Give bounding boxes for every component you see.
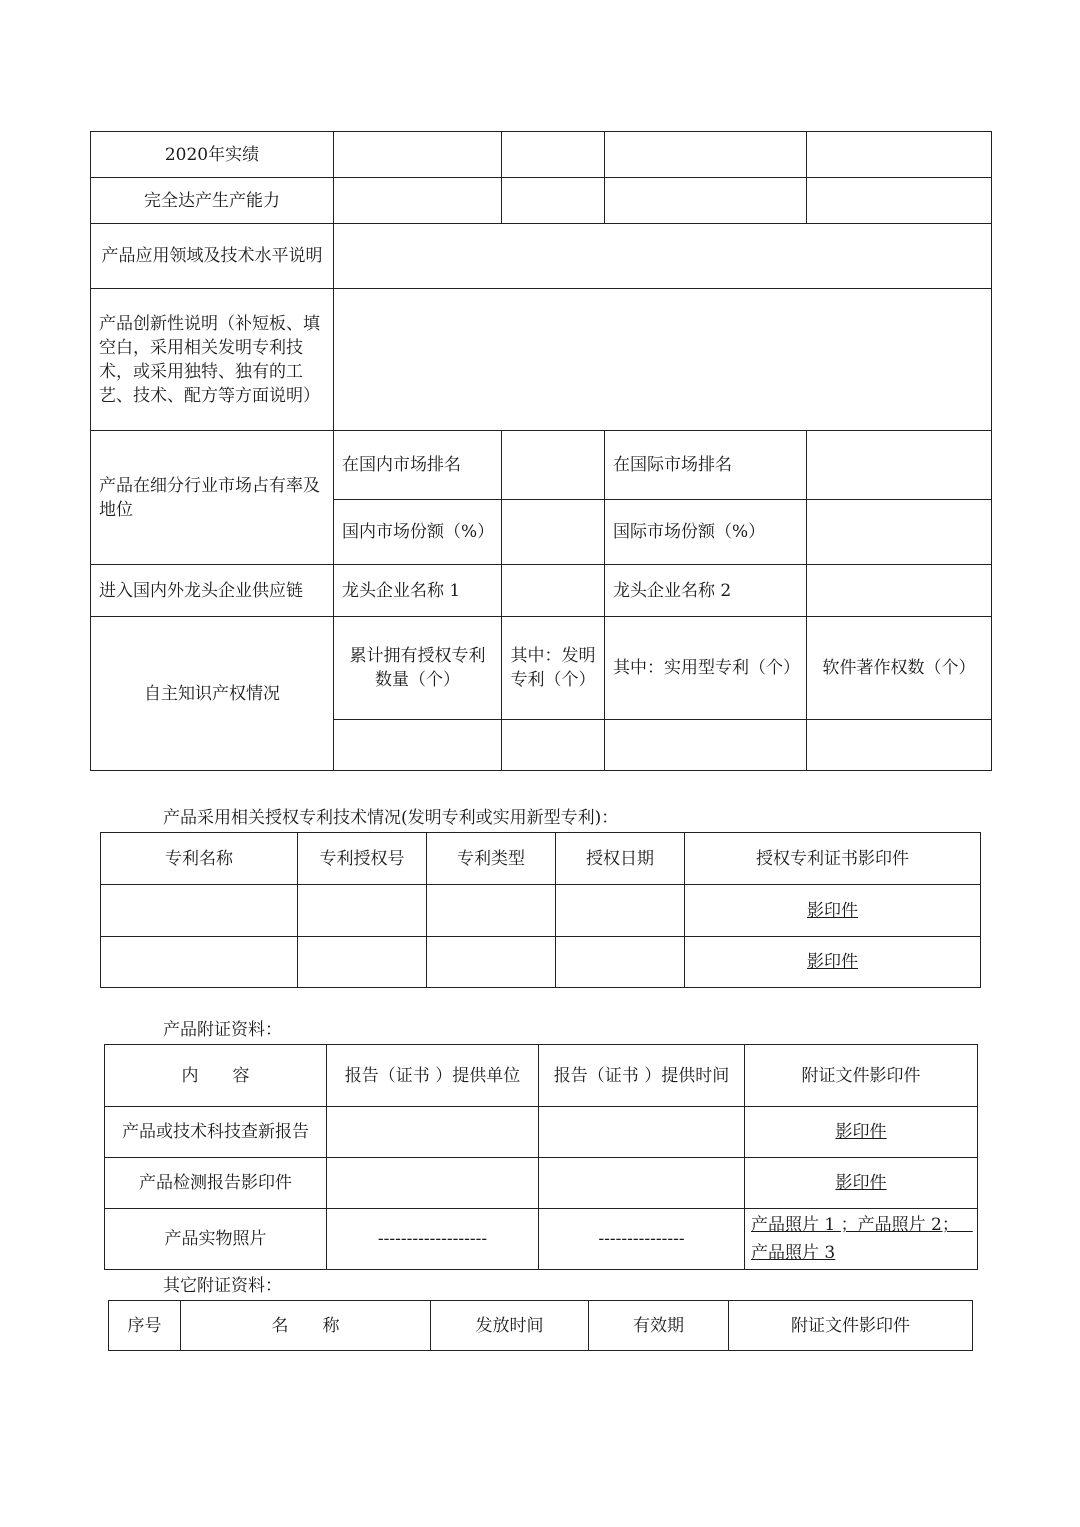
cell[interactable] [334, 178, 502, 224]
product-info-table [90, 131, 992, 771]
attach-row-time: --------------- [539, 1209, 745, 1270]
ip-invention-label: 其中：发明专利（个） [502, 617, 605, 720]
leader1-label: 龙头企业名称 1 [334, 565, 502, 617]
cell[interactable] [605, 178, 807, 224]
row-2020-label: 2020年实绩 [91, 132, 334, 178]
patent-header-name: 专利名称 [101, 833, 298, 885]
ip-invention-value[interactable] [502, 720, 605, 771]
ip-software-value[interactable] [807, 720, 992, 771]
domestic-rank-label: 在国内市场排名 [334, 431, 502, 500]
patent-header-number: 专利授权号 [298, 833, 427, 885]
cell[interactable] [807, 132, 992, 178]
attachments-caption: 产品附证资料： [163, 1020, 282, 1040]
other-header-file: 附证文件影印件 [729, 1301, 973, 1351]
other-header-name: 名 称 [181, 1301, 431, 1351]
cell[interactable] [807, 178, 992, 224]
intl-rank-value[interactable] [807, 431, 992, 500]
domestic-share-label: 国内市场份额（%） [334, 500, 502, 565]
cell[interactable] [298, 937, 427, 988]
attach-file-link[interactable]: 影印件 [835, 1122, 887, 1142]
other-header-validity: 有效期 [589, 1301, 729, 1351]
cell[interactable] [101, 937, 298, 988]
intl-share-label: 国际市场份额（%） [605, 500, 807, 565]
cell[interactable] [502, 132, 605, 178]
row-application-label: 产品应用领域及技术水平说明 [91, 224, 334, 289]
row-capacity-label: 完全达产生产能力 [91, 178, 334, 224]
domestic-rank-value[interactable] [502, 431, 605, 500]
patents-table [100, 832, 981, 988]
ip-total-value[interactable] [334, 720, 502, 771]
cell[interactable] [556, 885, 685, 937]
other-header-issue-date: 发放时间 [431, 1301, 589, 1351]
ip-utility-label: 其中：实用型专利（个） [605, 617, 807, 720]
other-table [108, 1300, 973, 1351]
leader1-value[interactable] [502, 565, 605, 617]
row-ip-label: 自主知识产权情况 [91, 617, 334, 771]
patent-header-copy: 授权专利证书影印件 [685, 833, 981, 885]
cell[interactable] [556, 937, 685, 988]
attach-header-time: 报告（证书 ）提供时间 [539, 1045, 745, 1107]
cell[interactable] [334, 132, 502, 178]
ip-utility-value[interactable] [605, 720, 807, 771]
ip-total-label: 累计拥有授权专利数量（个） [334, 617, 502, 720]
cell[interactable] [101, 885, 298, 937]
attach-row-content: 产品实物照片 [105, 1209, 327, 1270]
attach-header-file: 附证文件影印件 [745, 1045, 978, 1107]
attach-row-time[interactable] [539, 1107, 745, 1158]
row-supply-chain-label: 进入国内外龙头企业供应链 [91, 565, 334, 617]
patent-copy-link[interactable]: 影印件 [807, 900, 858, 921]
attach-row-content: 产品检测报告影印件 [105, 1158, 327, 1209]
row-market-label: 产品在细分行业市场占有率及地位 [91, 431, 334, 565]
attachments-table [104, 1044, 978, 1270]
attach-row-time[interactable] [539, 1158, 745, 1209]
attach-header-content: 内 容 [105, 1045, 327, 1107]
cell[interactable] [427, 885, 556, 937]
attach-header-unit: 报告（证书 ）提供单位 [327, 1045, 539, 1107]
domestic-share-value[interactable] [502, 500, 605, 565]
attach-row-content: 产品或技术科技查新报告 [105, 1107, 327, 1158]
patents-caption: 产品采用相关授权专利技术情况(发明专利或实用新型专利)： [163, 808, 619, 828]
photo-links[interactable]: 产品照片 1 ；产品照片 2； 产品照片 3 [751, 1215, 973, 1263]
attach-row-unit: ------------------- [327, 1209, 539, 1270]
intl-share-value[interactable] [807, 500, 992, 565]
other-header-index: 序号 [109, 1301, 181, 1351]
intl-rank-label: 在国际市场排名 [605, 431, 807, 500]
patent-header-type: 专利类型 [427, 833, 556, 885]
innovation-field[interactable] [334, 289, 992, 431]
attach-row-unit[interactable] [327, 1158, 539, 1209]
application-field[interactable] [334, 224, 992, 289]
cell[interactable] [502, 178, 605, 224]
leader2-label: 龙头企业名称 2 [605, 565, 807, 617]
other-caption: 其它附证资料： [163, 1276, 282, 1296]
row-innovation-label: 产品创新性说明（补短板、填空白，采用相关发明专利技术，或采用独特、独有的工艺、技术、配方等方面说明） [91, 289, 334, 431]
leader2-value[interactable] [807, 565, 992, 617]
patent-copy-link[interactable]: 影印件 [807, 952, 858, 972]
attach-row-unit[interactable] [327, 1107, 539, 1158]
cell[interactable] [298, 885, 427, 937]
patent-header-date: 授权日期 [556, 833, 685, 885]
attach-file-link[interactable]: 影印件 [835, 1173, 887, 1193]
ip-software-label: 软件著作权数（个） [807, 617, 992, 720]
cell[interactable] [605, 132, 807, 178]
cell[interactable] [427, 937, 556, 988]
